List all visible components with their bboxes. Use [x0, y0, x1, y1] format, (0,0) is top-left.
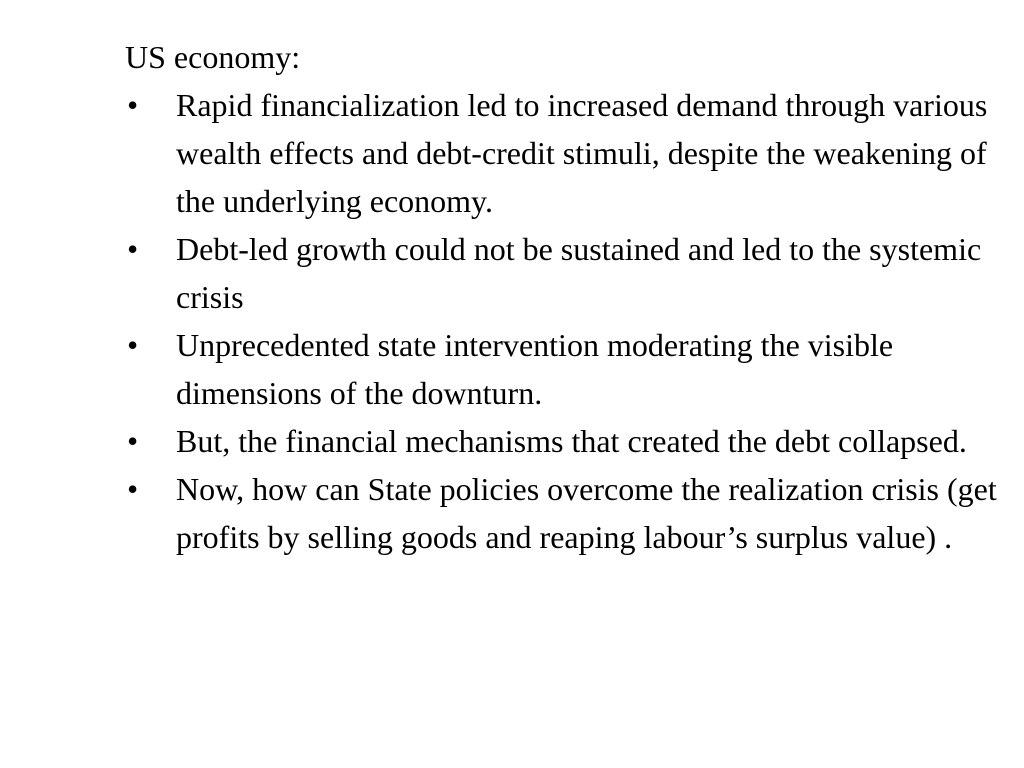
- bullet-icon: •: [127, 327, 139, 363]
- bullet-icon: •: [127, 423, 139, 459]
- bullet-icon: •: [127, 471, 139, 507]
- slide-content: [125, 33, 1005, 561]
- bullet-item-5: [125, 465, 1005, 561]
- bullet-item-1: [125, 81, 1005, 225]
- bullet-item-3: [125, 321, 1005, 417]
- slide-heading: US economy:: [125, 39, 301, 75]
- bullet-text: Debt-led growth could not be sustained and led to the systemic crisis: [176, 231, 982, 315]
- bullet-text: But, the financial mechanisms that created the debt collapsed.: [176, 423, 967, 459]
- bullet-text: Now, how can State policies overcome the realization crisis (get profits by selling goods and reaping labour’s surplus value) .: [176, 471, 997, 555]
- bullet-text: Unprecedented state intervention moderating the visible dimensions of the downturn.: [176, 327, 894, 411]
- bullet-icon: •: [127, 87, 139, 123]
- bullet-item-4: [125, 417, 1005, 465]
- bullet-text: Rapid financialization led to increased demand through various wealth effects and debt-credit stimuli, despite the weakening of the underlying economy.: [176, 87, 988, 219]
- bullet-icon: •: [127, 231, 139, 267]
- bullet-item-2: [125, 225, 1005, 321]
- bullet-list: [125, 81, 1005, 561]
